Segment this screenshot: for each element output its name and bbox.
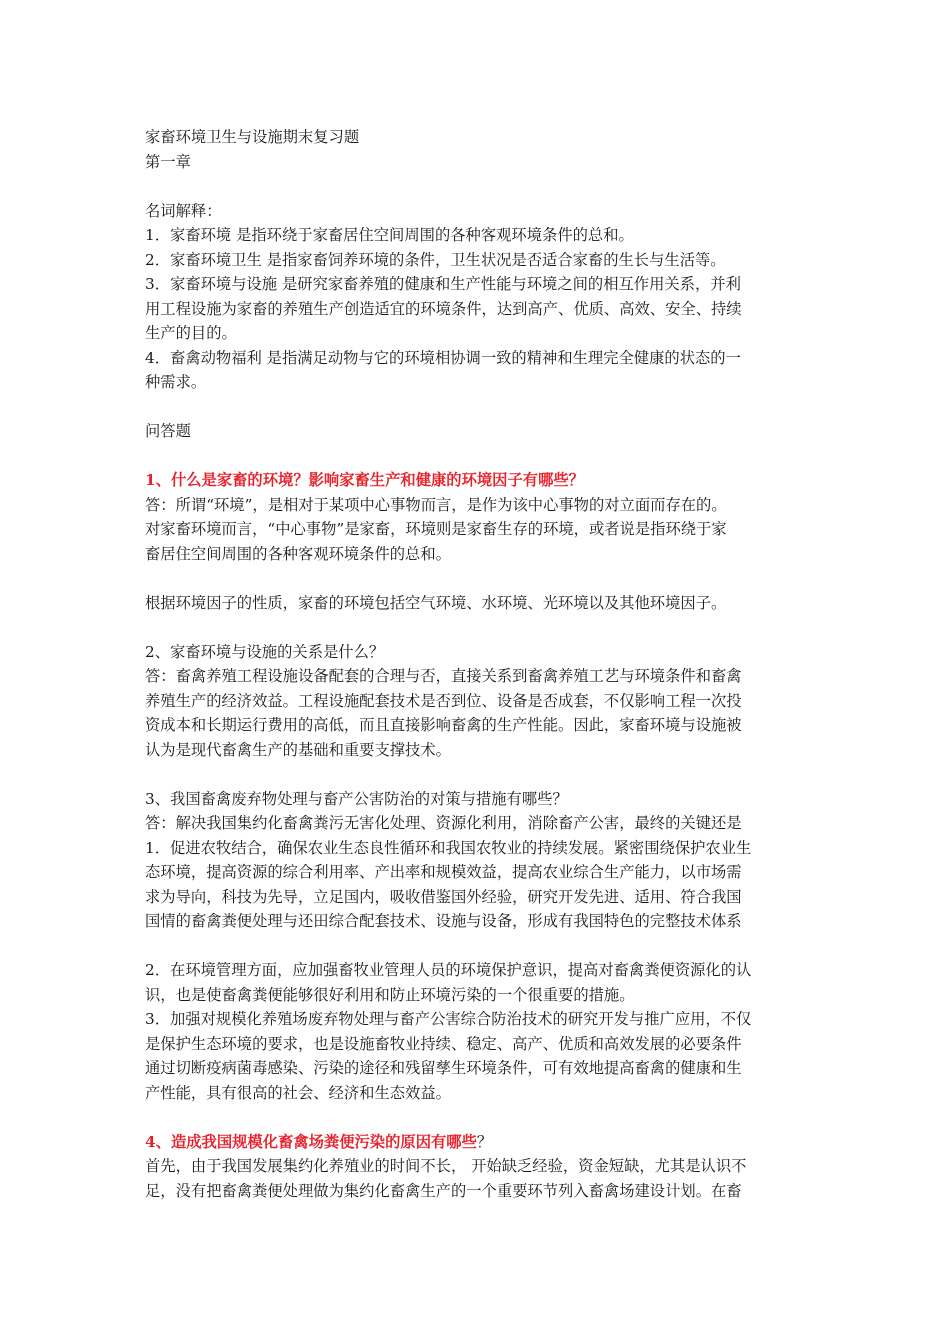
term-line: 生产的目的。	[145, 324, 237, 342]
term-line: 1．家畜环境 是指环绕于家畜居住空间周围的各种客观环境条件的总和。	[145, 226, 634, 244]
spacer	[145, 762, 810, 787]
spacer	[145, 566, 810, 591]
answer-line: 首先，由于我国发展集约化养殖业的时间不长， 开始缺乏经验，资金短缺，尤其是认识不	[145, 1157, 747, 1175]
answer-line: 是保护生态环境的要求，也是设施畜牧业持续、稳定、高产、优质和高效发展的必要条件	[145, 1034, 742, 1053]
document-page	[145, 125, 810, 1203]
answer-line: 养殖生产的经济效益。工程设施配套技术是否到位、设备是否成套，不仅影响工程一次投	[145, 691, 742, 710]
answer-line: 国情的畜禽粪便处理与还田综合配套技术、设施与设备，形成有我国特色的完整技术体系	[145, 912, 742, 930]
answer-line: 态环境，提高资源的综合利用率、产出率和规模效益，提高农业综合生产能力，以市场需	[145, 863, 742, 881]
spacer	[145, 615, 810, 640]
answer-line: 求为导向，科技为先导，立足国内，吸收借鉴国外经验，研究开发先进、适用、符合我国	[145, 887, 742, 906]
answer-line: 识，也是使畜禽粪便能够很好利用和防止环境污染的一个很重要的措施。	[145, 985, 635, 1004]
term-line: 2．家畜环境卫生 是指家畜饲养环境的条件，卫生状况是否适合家畜的生长与生活等。	[145, 250, 726, 269]
chapter-heading: 第一章	[145, 152, 191, 171]
answer-line: 足，没有把畜禽粪便处理做为集约化畜禽生产的一个重要环节列入畜禽场建设计划。在畜	[145, 1181, 742, 1200]
question-4-text: 4、造成我国规模化畜禽场粪便污染的原因有哪些	[145, 1132, 477, 1151]
answer-line: 3．加强对规模化养殖场废弃物处理与畜产公害综合防治技术的研究开发与推广应用，不仅	[145, 1010, 752, 1028]
answer-line: 2．在环境管理方面，应加强畜牧业管理人员的环境保护意识，提高对畜禽粪便资源化的认	[145, 961, 752, 979]
qa-heading: 问答题	[145, 422, 191, 440]
spacer	[145, 174, 810, 199]
terms-heading: 名词解释：	[145, 201, 222, 220]
answer-line: 答：畜禽养殖工程设施设备配套的合理与否，直接关系到畜禽养殖工艺与环境条件和畜禽	[145, 667, 742, 685]
term-line: 用工程设施为家畜的养殖生产创造适宜的环境条件，达到高产、优质、高效、安全、持续	[145, 299, 742, 318]
question-3: 3、我国畜禽废弃物处理与畜产公害防治的对策与措施有哪些？	[145, 789, 568, 808]
question-2: 2、家畜环境与设施的关系是什么？	[145, 642, 385, 661]
doc-title: 家畜环境卫生与设施期末复习题	[145, 128, 360, 146]
answer-line: 资成本和长期运行费用的高低，而且直接影响畜禽的生产性能。因此，家畜环境与设施被	[145, 716, 742, 734]
term-line: 4．畜禽动物福利 是指满足动物与它的环境相协调一致的精神和生理完全健康的状态的一	[145, 348, 741, 367]
spacer	[145, 1105, 810, 1130]
answer-line: 答：所谓“环境”，是相对于某项中心事物而言，是作为该中心事物的对立面而存在的。	[145, 495, 727, 514]
spacer	[145, 395, 810, 420]
answer-line: 1．促进农牧结合，确保农业生态良性循环和我国农牧业的持续发展。紧密围绕保护农业生	[145, 838, 752, 857]
question-4	[145, 1130, 810, 1155]
answer-line: 对家畜环境而言，“中心事物”是家畜，环境则是家畜生存的环境，或者说是指环绕于家	[145, 520, 727, 538]
answer-line: 认为是现代畜禽生产的基础和重要支撑技术。	[145, 740, 451, 759]
answer-line: 通过切断疫病菌毒感染、污染的途径和残留孳生环境条件，可有效地提高畜禽的健康和生	[145, 1059, 742, 1077]
question-4-mark: ？	[476, 1132, 493, 1151]
term-line: 种需求。	[145, 373, 207, 391]
question-1: 1、什么是家畜的环境？影响家畜生产和健康的环境因子有哪些？	[145, 471, 584, 489]
answer-line: 产性能，具有很高的社会、经济和生态效益。	[145, 1083, 451, 1102]
answer-line: 答：解决我国集约化畜禽粪污无害化处理、资源化利用，消除畜产公害，最终的关键还是	[145, 814, 742, 832]
answer-line: 畜居住空间周围的各种客观环境条件的总和。	[145, 544, 451, 563]
term-line: 3．家畜环境与设施 是研究家畜养殖的健康和生产性能与环境之间的相互作用关系，并利	[145, 275, 741, 293]
spacer	[145, 934, 810, 959]
spacer	[145, 444, 810, 469]
answer-line: 根据环境因子的性质，家畜的环境包括空气环境、水环境、光环境以及其他环境因子。	[145, 593, 727, 612]
